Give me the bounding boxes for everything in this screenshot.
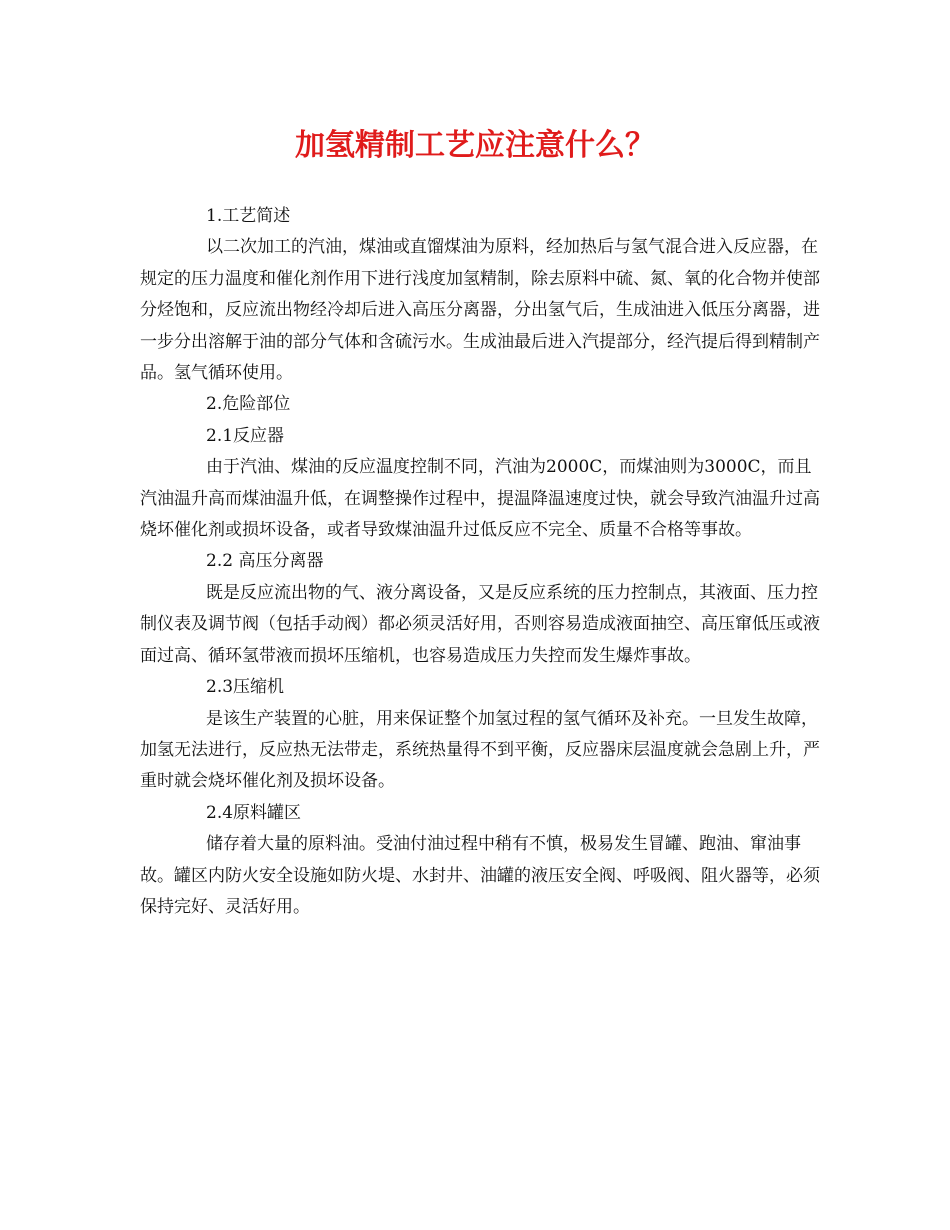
- document-title: 加氢精制工艺应注意什么？: [295, 128, 655, 163]
- paragraph-reactor: 由于汽油、煤油的反应温度控制不同，汽油为2000C，而煤油则为3000C，而且汽油温升高而煤油温升低，在调整操作过程中，提温降温速度过快，就会导致汽油温升过高烧坏催化剂或损坏设备，或者导致煤油温升过低反应不完全、质量不合格等事故。: [140, 457, 820, 541]
- section-heading-compressor: 2.3压缩机: [206, 677, 285, 698]
- section-heading-high-pressure-separator: 2.2 高压分离器: [206, 551, 324, 572]
- section-heading-danger-points: 2.危险部位: [206, 394, 291, 415]
- section-heading-reactor: 2.1反应器: [206, 425, 285, 446]
- section-heading-feed-tank-area: 2.4原料罐区: [206, 802, 302, 823]
- paragraph-overview: 以二次加工的汽油，煤油或直馏煤油为原料，经加热后与氢气混合进入反应器，在规定的压力温度和催化剂作用下进行浅度加氢精制，除去原料中硫、氮、氧的化合物并使部分烃饱和，反应流出物经冷却后进入高压分离器，分出氢气后，生成油进入低压分离器，进一步分出溶解于油的部分气体和含硫污水。生成油最后进入汽提部分，经汽提后得到精制产品。氢气循环使用。: [140, 237, 820, 384]
- paragraph-feed-tank-area: 储存着大量的原料油。受油付油过程中稍有不慎，极易发生冒罐、跑油、窜油事故。罐区内防火安全设施如防火堤、水封井、油罐的液压安全阀、呼吸阀、阻火器等，必须保持完好、灵活好用。: [140, 834, 820, 917]
- section-heading-overview: 1.工艺简述: [206, 206, 291, 226]
- paragraph-compressor: 是该生产装置的心脏，用来保证整个加氢过程的氢气循环及补充。一旦发生故障，加氢无法进行，反应热无法带走，系统热量得不到平衡，反应器床层温度就会急剧上升，严重时就会烧坏催化剂及损坏设备。: [140, 708, 820, 792]
- paragraph-high-pressure-separator: 既是反应流出物的气、液分离设备，又是反应系统的压力控制点，其液面、压力控制仪表及调节阀（包括手动阀）都必须灵活好用，否则容易造成液面抽空、高压窜低压或液面过高、循环氢带液而损坏压缩机，也容易造成压力失控而发生爆炸事故。: [140, 582, 820, 666]
- document-body: [140, 201, 820, 923]
